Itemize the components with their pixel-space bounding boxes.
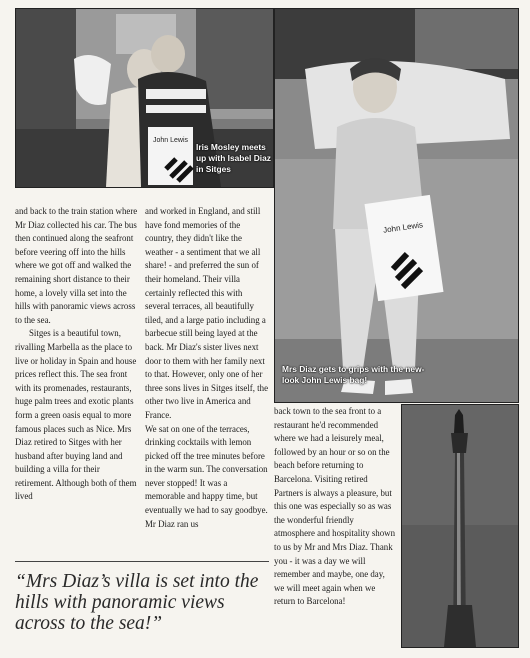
article-paragraph: Sitges is a beautiful town, rivalling Marbella as the place to live or holiday in Spain and house prices reflect this. The sea front with its promenades, restaurants, huge palm trees and exotic plants form a green oasis equal to more famous places such as Nice. Mrs Diaz retired to Sitges with her husband after buying land and building a villa for their retirement. Although both of them lived — [15, 328, 137, 502]
article-column-3 — [274, 405, 396, 609]
bag-logo-text: John Lewis — [382, 220, 424, 235]
article-paragraph: and worked in England, and still have fond memories of the country, they didn't like the weather - a sentiment that we all share! - and preferred the sun of their homeland. Their villa certainly reflected this with several terraces, all beautifully tiled, and a large patio including a barbecue still being layed at the back. Mr Diaz's sister lives next door to them with her family next to that. However, only one of her three sons lives in Sitges itself, the other two live in America and France. — [145, 206, 269, 420]
photo-caption: Mrs Diaz gets to grips with the new-look John Lewis bag! — [282, 364, 425, 385]
article-paragraph: and back to the train station where Mr Diaz collected his car. The bus then continued along the seafront before veering off into the hills where we got off and walked the remaining short distance to their home, a lovely villa set into the hills with panoramic views across to the sea. — [15, 206, 138, 325]
pull-quote: “Mrs Diaz’s villa is set into the hills with panoramic views across to the sea!” — [15, 571, 259, 634]
photo-columbus-monument — [401, 404, 519, 648]
article-column-2 — [145, 205, 269, 531]
photo-mrs-diaz-image — [275, 9, 518, 402]
article-paragraph: We sat on one of the terraces, drinking cocktails with lemon picked off the tree minutes before in the warm sun. The conversation never stopped! It was a memorable and happy time, but eventually we had to say goodbye. Mr Diaz ran us — [145, 423, 268, 529]
bag-logo-text: John Lewis — [153, 137, 189, 144]
photo-caption: Iris Mosley meets up with Isabel Diaz in Sitges — [196, 142, 271, 174]
article-paragraph: back town to the sea front to a restaurant he'd recommended where we had a leisurely meal, followed by an hour or so on the beach before returning to Barcelona. Visiting retired Partners is always a pleasure, but this one was especially so as was the wonderful friendly atmosphere and hospitality shown to us by Mr and Mrs Diaz. Thank you - it was a day we will remember and maybe, one day, we will meet again when we return to Barcelona! — [274, 406, 396, 607]
article-column-1 — [15, 205, 139, 504]
photo-mrs-diaz-with-bag — [274, 8, 519, 403]
photo-monument-image — [402, 405, 518, 647]
pull-quote-rule — [15, 561, 269, 562]
photo-two-women — [15, 8, 274, 188]
